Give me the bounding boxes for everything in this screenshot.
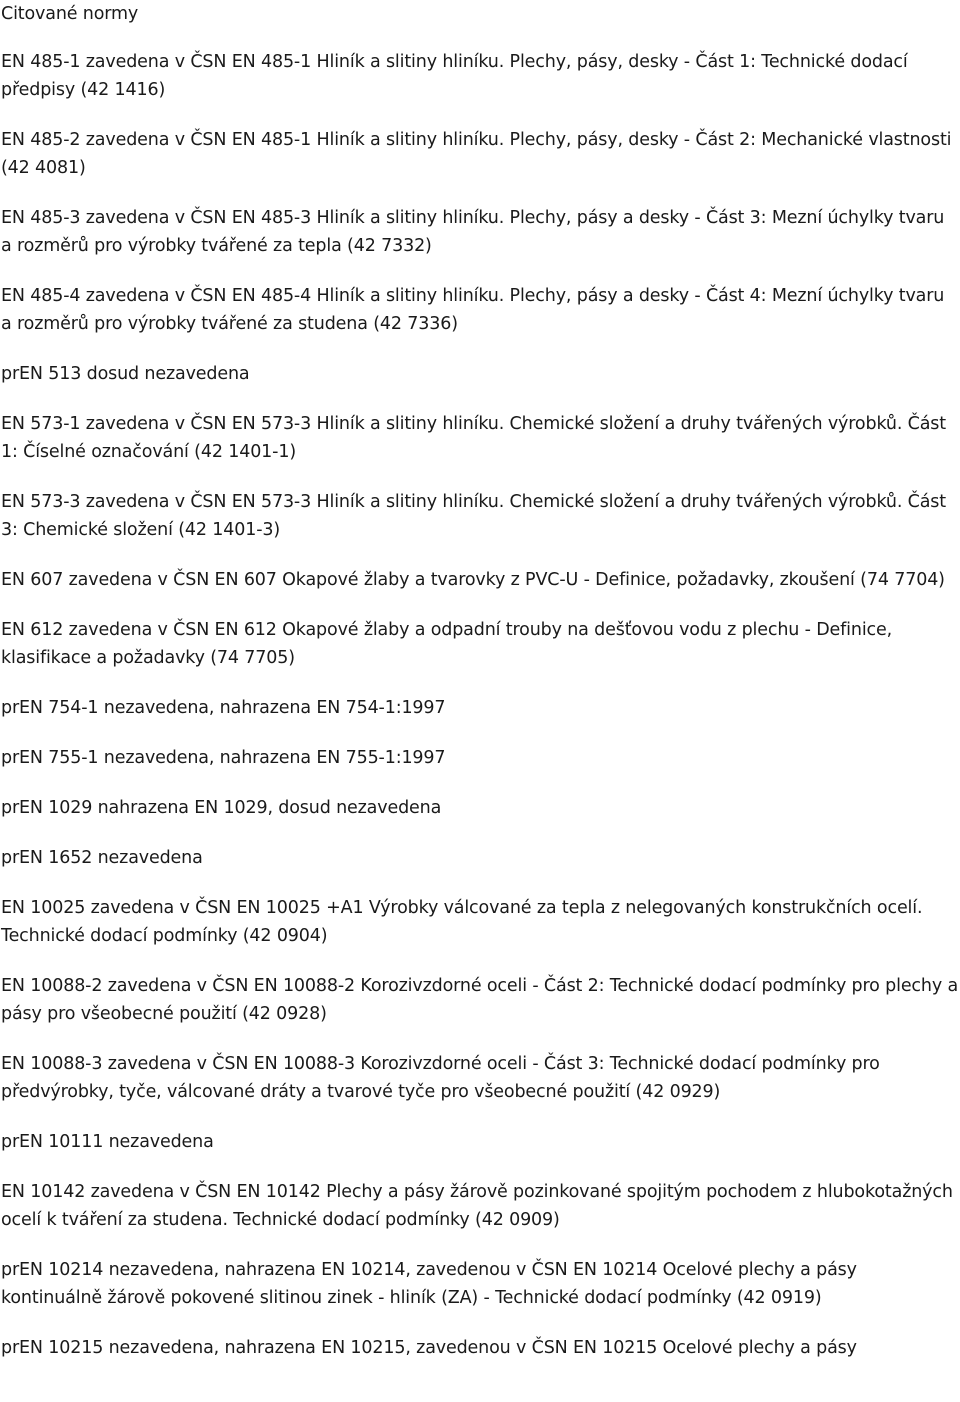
standard-entry — [1, 844, 959, 872]
standard-text: EN 573-1 zavedena v ČSN EN 573-3 Hliník a slitiny hliníku. Chemické složení a druhy tvářených výrobků. Část 1: Číselné označování (42 1401-1) — [1, 414, 946, 462]
standard-entry — [1, 1128, 959, 1156]
standard-entry — [1, 894, 959, 950]
standard-text: prEN 755-1 nezavedena, nahrazena EN 755-1:1997 — [1, 748, 446, 768]
standard-text: prEN 10215 nezavedena, nahrazena EN 10215, zavedenou v ČSN EN 10215 Ocelové plechy a pásy — [1, 1338, 857, 1358]
standard-entry — [1, 48, 959, 104]
standard-text: EN 10088-2 zavedena v ČSN EN 10088-2 Korozivzdorné oceli - Část 2: Technické dodací podmínky pro plechy a pásy pro všeobecné použití (42 0928) — [1, 976, 959, 1024]
standard-text: EN 485-3 zavedena v ČSN EN 485-3 Hliník a slitiny hliníku. Plechy, pásy a desky - Část 3: Mezní úchylky tvaru a rozměrů pro výrobky tvářené za tepla (42 7332) — [1, 208, 945, 256]
standard-entry — [1, 744, 959, 772]
standard-text: EN 607 zavedena v ČSN EN 607 Okapové žlaby a tvarovky z PVC-U - Definice, požadavky, zkoušení (74 7704) — [1, 570, 945, 590]
standard-entry — [1, 616, 959, 672]
page-heading: Citované normy — [1, 4, 139, 24]
standard-entry — [1, 694, 959, 722]
standard-entry — [1, 794, 959, 822]
standard-entry — [1, 1050, 959, 1106]
standards-list — [1, 48, 959, 1362]
standard-entry — [1, 488, 959, 544]
standard-entry — [1, 972, 959, 1028]
standard-entry — [1, 126, 959, 182]
standard-text: prEN 754-1 nezavedena, nahrazena EN 754-1:1997 — [1, 698, 446, 718]
standard-text: EN 573-3 zavedena v ČSN EN 573-3 Hliník a slitiny hliníku. Chemické složení a druhy tvářených výrobků. Část 3: Chemické složení (42 1401-3) — [1, 492, 946, 540]
standard-text: EN 485-2 zavedena v ČSN EN 485-1 Hliník a slitiny hliníku. Plechy, pásy, desky - Část 2: Mechanické vlastnosti (42 4081) — [1, 130, 952, 178]
standard-text: EN 485-1 zavedena v ČSN EN 485-1 Hliník a slitiny hliníku. Plechy, pásy, desky - Část 1: Technické dodací předpisy (42 1416) — [1, 52, 908, 100]
standard-text: prEN 10214 nezavedena, nahrazena EN 10214, zavedenou v ČSN EN 10214 Ocelové plechy a pásy kontinuálně žárově pokovené slitinou zinek - hliník (ZA) - Technické dodací podmínky (42 0919) — [1, 1260, 857, 1308]
standard-entry — [1, 282, 959, 338]
standard-entry — [1, 1256, 959, 1312]
standard-entry — [1, 1178, 959, 1234]
standard-text: prEN 10111 nezavedena — [1, 1132, 214, 1152]
standard-text: prEN 1652 nezavedena — [1, 848, 203, 868]
standard-text: prEN 1029 nahrazena EN 1029, dosud nezavedena — [1, 798, 442, 818]
standard-entry — [1, 204, 959, 260]
standard-entry — [1, 410, 959, 466]
standard-text: EN 10142 zavedena v ČSN EN 10142 Plechy a pásy žárově pozinkované spojitým pochodem z hlubokotažných ocelí k tváření za studena. Technické dodací podmínky (42 0909) — [1, 1182, 953, 1230]
standard-text: EN 612 zavedena v ČSN EN 612 Okapové žlaby a odpadní trouby na dešťovou vodu z plechu - Definice, klasifikace a požadavky (74 7705) — [1, 620, 893, 668]
standard-text: EN 485-4 zavedena v ČSN EN 485-4 Hliník a slitiny hliníku. Plechy, pásy a desky - Část 4: Mezní úchylky tvaru a rozměrů pro výrobky tvářené za studena (42 7336) — [1, 286, 945, 334]
standard-text: EN 10088-3 zavedena v ČSN EN 10088-3 Korozivzdorné oceli - Část 3: Technické dodací podmínky pro předvýrobky, tyče, válcované dráty a tvarové tyče pro všeobecné použití (42 0929) — [1, 1054, 880, 1102]
standard-entry — [1, 1334, 959, 1362]
standard-entry — [1, 360, 959, 388]
standard-entry — [1, 566, 959, 594]
standard-text: prEN 513 dosud nezavedena — [1, 364, 250, 384]
standard-text: EN 10025 zavedena v ČSN EN 10025 +A1 Výrobky válcované za tepla z nelegovaných konstrukčních ocelí. Technické dodací podmínky (42 0904) — [1, 898, 923, 946]
